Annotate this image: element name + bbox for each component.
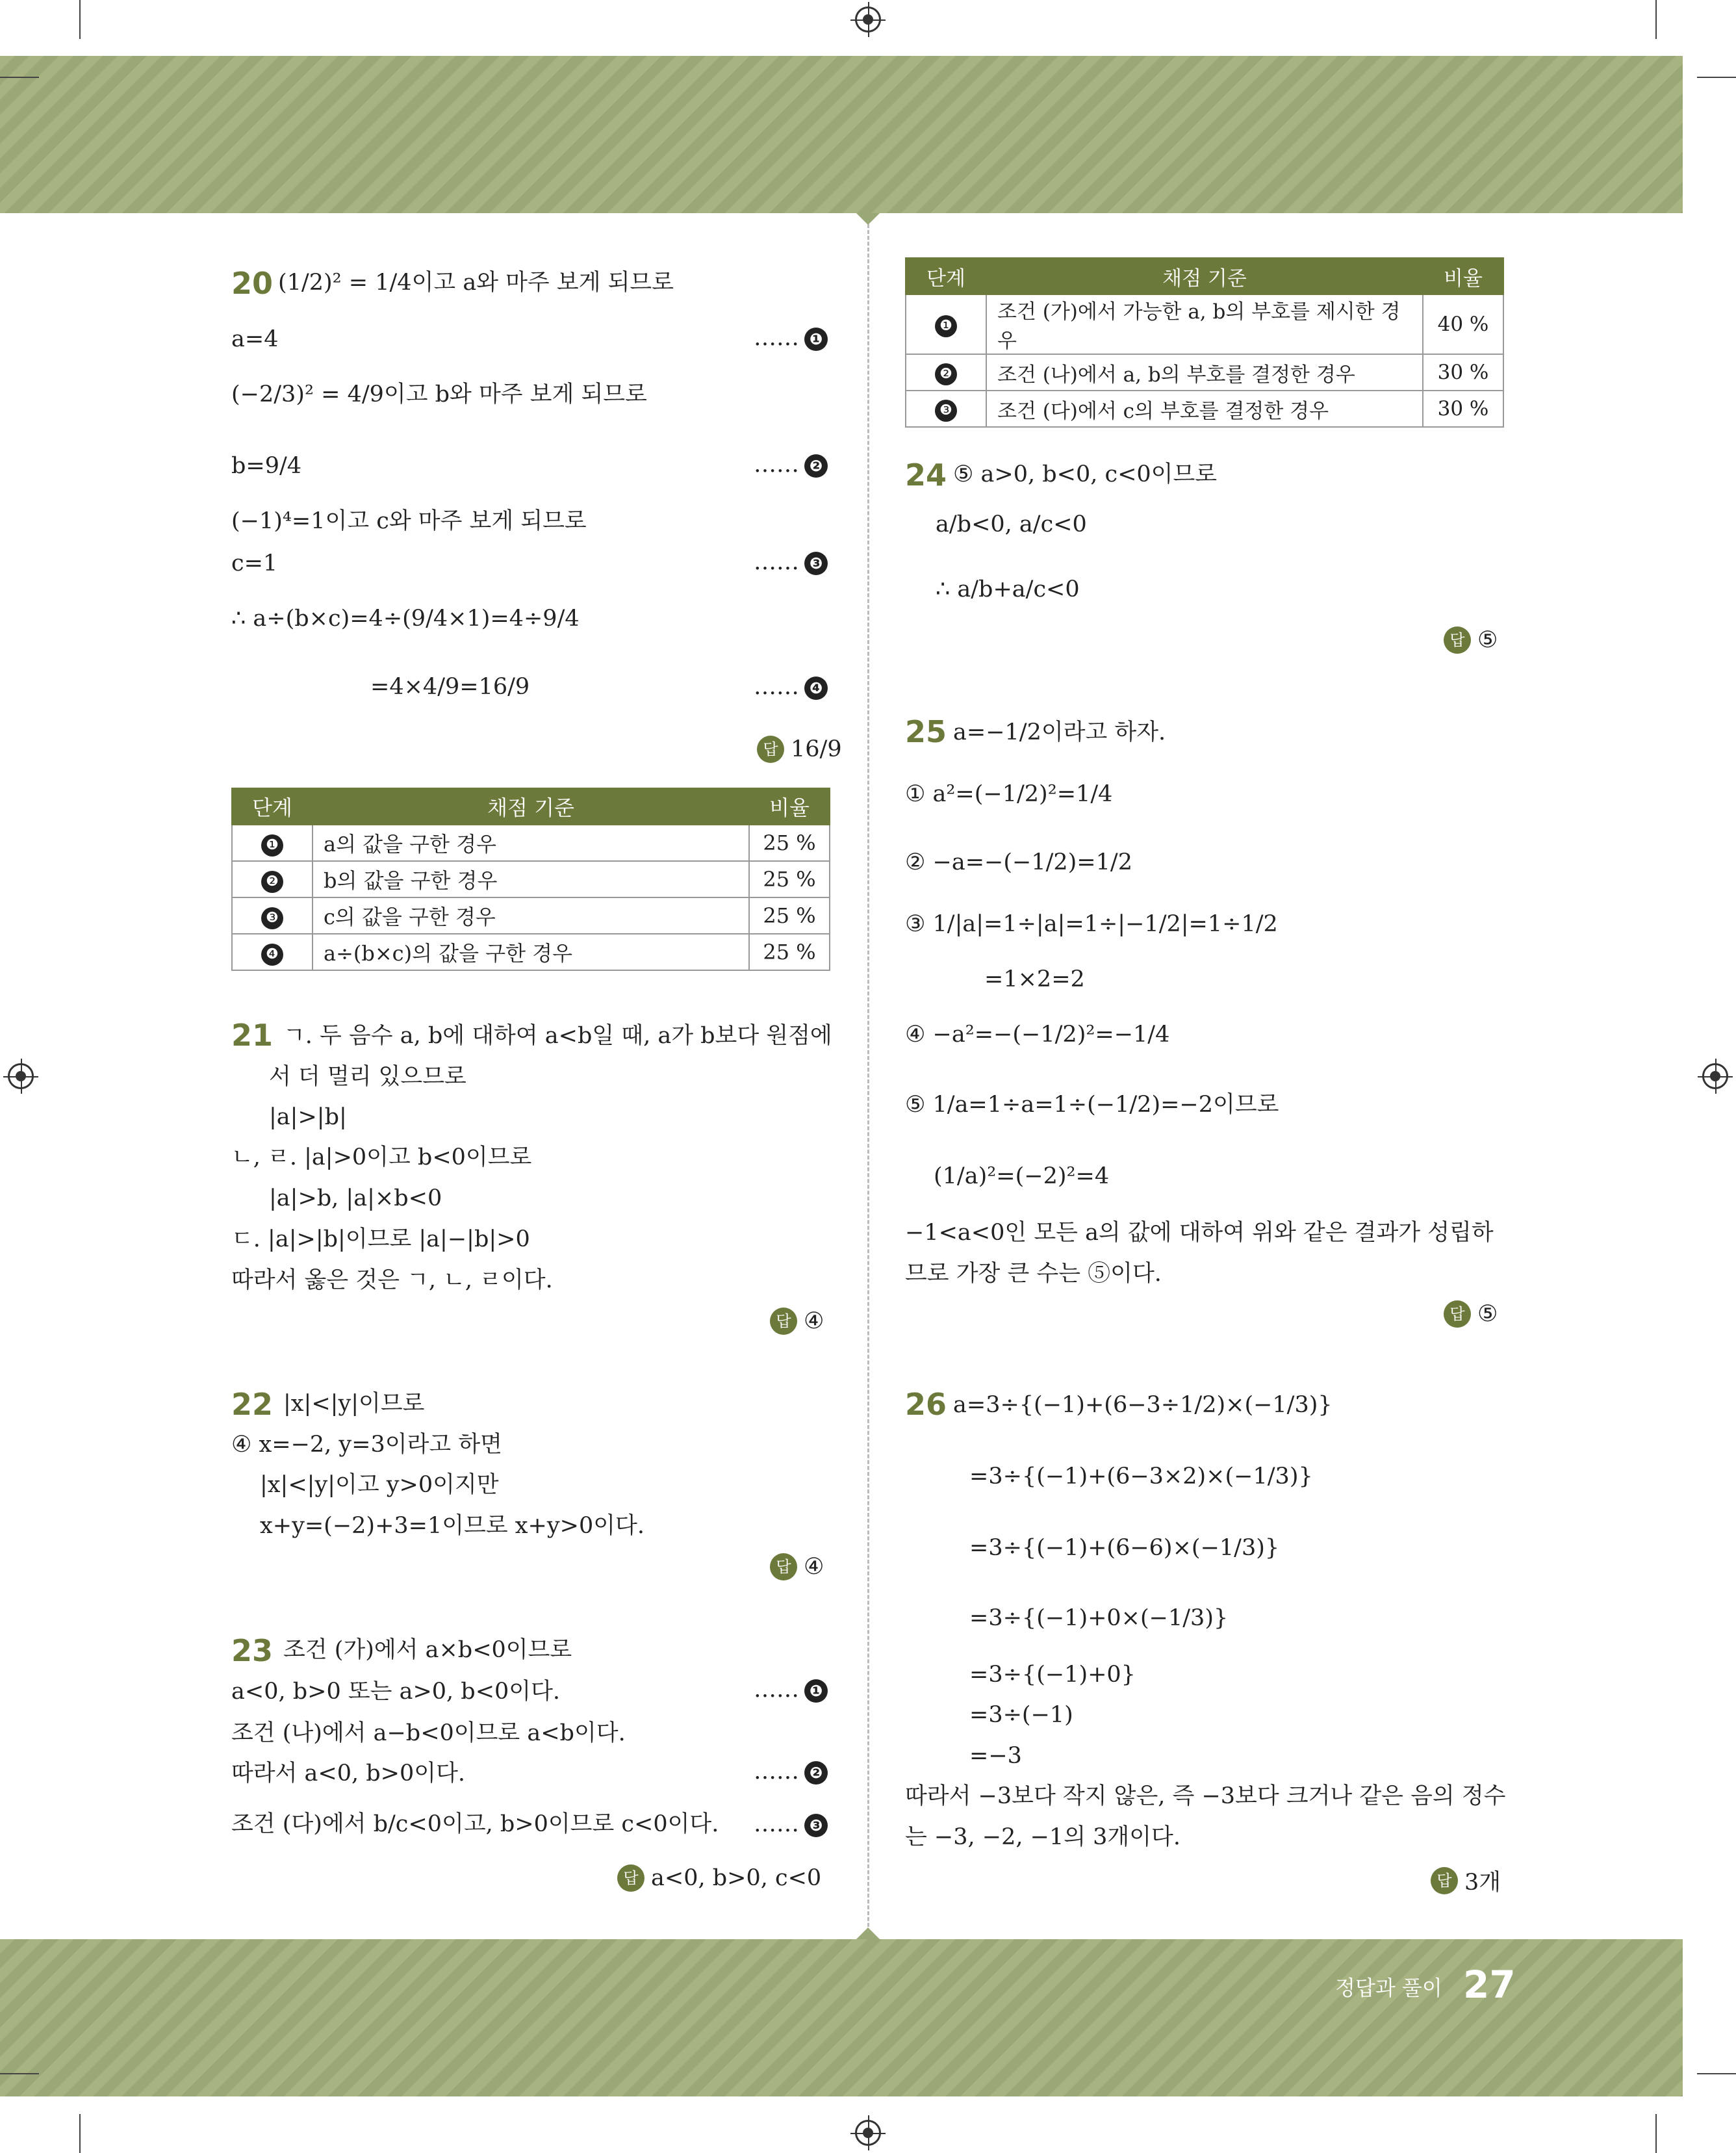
column-divider [867, 224, 869, 1927]
answer: 답 a<0, b>0, c<0 [617, 1864, 821, 1892]
solution-line: (1/2)² = 1/4이고 a와 마주 보게 되므로 [278, 270, 674, 296]
solution-line: ① a²=(−1/2)²=1/4 [905, 781, 1113, 807]
solution-line: a=4 [231, 326, 279, 352]
table-row: ❹ a÷(b×c)의 값을 구한 경우 25 % [232, 934, 830, 970]
table-header: 비율 [749, 788, 830, 825]
registration-mark-icon [855, 2120, 881, 2146]
table-header: 단계 [906, 258, 986, 294]
crop-mark [0, 2073, 39, 2074]
solution-line: a<0, b>0 또는 a>0, b<0이다. [231, 1679, 561, 1705]
step-marker: …… ❶ [754, 325, 828, 351]
solution-line: c=1 [231, 550, 278, 576]
table-header: 비율 [1423, 258, 1503, 294]
step-marker: …… ❸ [754, 1811, 828, 1837]
scoring-table [231, 788, 830, 971]
solution-line: =3÷{(−1)+0} [969, 1662, 1136, 1688]
step-marker: …… ❷ [754, 452, 828, 478]
solution-line: =3÷(−1) [969, 1702, 1073, 1728]
registration-mark-icon [855, 6, 881, 32]
crop-mark [79, 2114, 81, 2153]
registration-mark-icon [1702, 1063, 1728, 1089]
table-row: ❸ 조건 (다)에서 c의 부호를 결정한 경우 30 % [906, 391, 1503, 427]
table-row: ❶ a의 값을 구한 경우 25 % [232, 825, 830, 861]
solution-line: ㄴ, ㄹ. |a|>0이고 b<0이므로 [231, 1144, 532, 1170]
answer-badge: 답 [757, 736, 784, 763]
table-header: 채점 기준 [986, 258, 1423, 294]
solution-line: ④ −a²=−(−1/2)²=−1/4 [905, 1022, 1170, 1048]
solution-line: ∴ a/b+a/c<0 [936, 576, 1080, 602]
solution-line: ∴ a÷(b×c)=4÷(9/4×1)=4÷9/4 [231, 606, 580, 632]
problem-number: 26 [905, 1387, 947, 1422]
solution-line: 따라서 a<0, b>0이다. [231, 1760, 466, 1786]
solution-line: 조건 (나)에서 a−b<0이므로 a<b이다. [231, 1720, 626, 1746]
solution-line: 조건 (가)에서 a×b<0이므로 [283, 1637, 572, 1663]
solution-line: b=9/4 [231, 453, 302, 479]
solution-line: x+y=(−2)+3=1이므로 x+y>0이다. [260, 1513, 645, 1539]
problem-number: 23 [231, 1633, 274, 1668]
problem-number: 24 [905, 458, 947, 493]
solution-line: ㄱ. 두 음수 a, b에 대하여 a<b일 때, a가 b보다 원점에 [283, 1023, 832, 1049]
registration-mark-icon [8, 1063, 34, 1089]
solution-line: =−3 [969, 1743, 1022, 1769]
step-marker: …… ❹ [754, 674, 828, 700]
solution-line: ③ 1/|a|=1÷|a|=1÷|−1/2|=1÷1/2 [905, 911, 1278, 937]
table-row: ❶ 조건 (가)에서 가능한 a, b의 부호를 제시한 경우 40 % [906, 294, 1503, 354]
page-number: 27 [1463, 1963, 1516, 2007]
answer: 답 ⑤ [1444, 1300, 1498, 1328]
answer: 답 ⑤ [1444, 626, 1498, 654]
scoring-table [905, 257, 1504, 428]
solution-line: 는 −3, −2, −1의 3개이다. [905, 1824, 1181, 1850]
answer: 답 3개 [1431, 1864, 1501, 1897]
solution-line: ⑤ a>0, b<0, c<0이므로 [953, 461, 1218, 487]
problem-number: 21 [231, 1018, 274, 1053]
problem-number: 20 [231, 266, 274, 301]
footer-section-title: 정답과 풀이 [1335, 1976, 1442, 2000]
answer-badge: 답 [770, 1553, 797, 1580]
answer: 답 ④ [770, 1553, 824, 1580]
crop-mark [1655, 2114, 1657, 2153]
solution-line: |a|>b, |a|×b<0 [269, 1185, 442, 1211]
solution-line: 조건 (다)에서 b/c<0이고, b>0이므로 c<0이다. [231, 1811, 719, 1837]
table-row: ❷ b의 값을 구한 경우 25 % [232, 861, 830, 897]
solution-line: ④ x=−2, y=3이라고 하면 [231, 1432, 502, 1458]
table-header: 단계 [232, 788, 313, 825]
header-band [0, 56, 1683, 213]
solution-line: ② −a=−(−1/2)=1/2 [905, 849, 1132, 875]
solution-line: 따라서 −3보다 작지 않은, 즉 −3보다 크거나 같은 음의 정수 [905, 1783, 1506, 1809]
answer-badge: 답 [1444, 1300, 1471, 1328]
solution-line: (1/a)²=(−2)²=4 [934, 1163, 1110, 1189]
step-marker: …… ❸ [754, 549, 828, 575]
solution-line: =3÷{(−1)+(6−3×2)×(−1/3)} [969, 1463, 1313, 1489]
solution-line: |x|<|y|이고 y>0이지만 [260, 1472, 499, 1498]
solution-line: =4×4/9=16/9 [370, 674, 530, 700]
step-marker: …… ❶ [754, 1677, 828, 1703]
solution-line: (−2/3)² = 4/9이고 b와 마주 보게 되므로 [231, 381, 647, 407]
solution-line: a=−1/2이라고 하자. [953, 719, 1166, 745]
answer-badge: 답 [1431, 1867, 1458, 1894]
solution-line: 므로 가장 큰 수는 ⑤이다. [905, 1261, 1162, 1287]
solution-line: a/b<0, a/c<0 [936, 511, 1087, 537]
crop-mark [1655, 0, 1657, 39]
solution-line: 따라서 옳은 것은 ㄱ, ㄴ, ㄹ이다. [231, 1267, 553, 1293]
crop-mark [1697, 2073, 1736, 2074]
table-header: 채점 기준 [313, 788, 749, 825]
solution-line: −1<a<0인 모든 a의 값에 대하여 위와 같은 결과가 성립하 [905, 1220, 1494, 1246]
header-notch [856, 213, 880, 225]
solution-line: =1×2=2 [984, 966, 1085, 992]
solution-line: 서 더 멀리 있으므로 [269, 1064, 466, 1090]
crop-mark [1697, 77, 1736, 78]
answer-badge: 답 [617, 1864, 645, 1892]
answer-badge: 답 [770, 1308, 797, 1335]
solution-line: |x|<|y|이므로 [283, 1391, 425, 1417]
answer: 답 16/9 [757, 736, 842, 763]
footer-band [0, 1939, 1683, 2096]
solution-line: ㄷ. |a|>|b|이므로 |a|−|b|>0 [231, 1226, 530, 1252]
crop-mark [0, 77, 39, 78]
solution-line: |a|>|b| [269, 1104, 347, 1130]
footer-notch [856, 1927, 880, 1939]
solution-line: =3÷{(−1)+(6−6)×(−1/3)} [969, 1535, 1280, 1561]
step-marker: …… ❷ [754, 1759, 828, 1785]
problem-number: 22 [231, 1387, 274, 1422]
answer: 답 ④ [770, 1308, 824, 1335]
solution-line: ⑤ 1/a=1÷a=1÷(−1/2)=−2이므로 [905, 1092, 1279, 1118]
table-row: ❸ c의 값을 구한 경우 25 % [232, 897, 830, 934]
table-row: ❷ 조건 (나)에서 a, b의 부호를 결정한 경우 30 % [906, 354, 1503, 391]
crop-mark [79, 0, 81, 39]
solution-line: =3÷{(−1)+0×(−1/3)} [969, 1605, 1229, 1631]
answer-badge: 답 [1444, 626, 1471, 654]
problem-number: 25 [905, 714, 947, 749]
solution-line: a=3÷{(−1)+(6−3÷1/2)×(−1/3)} [953, 1392, 1333, 1418]
solution-line: (−1)⁴=1이고 c와 마주 보게 되므로 [231, 508, 587, 534]
